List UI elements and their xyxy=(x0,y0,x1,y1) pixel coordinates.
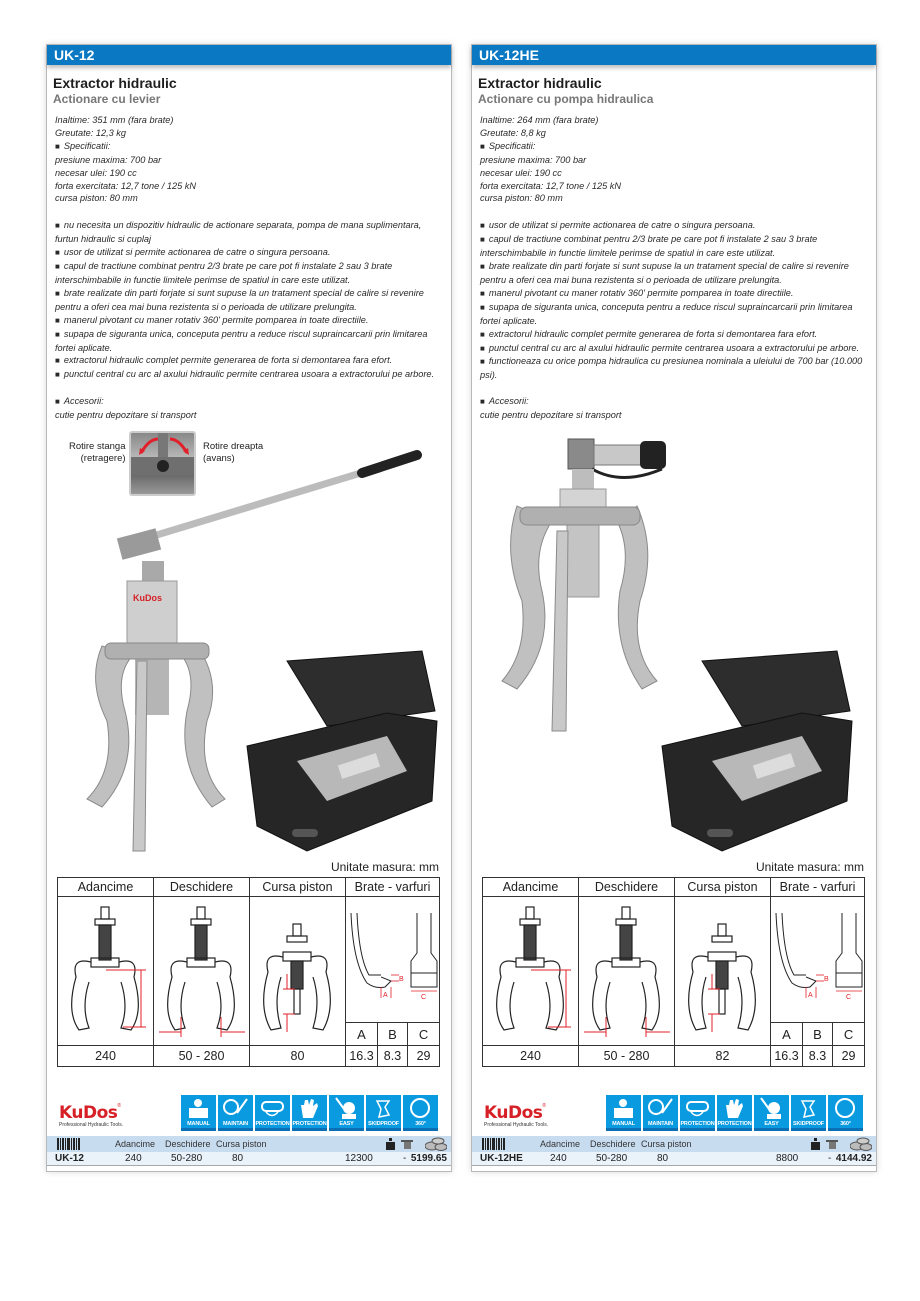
row-weight: 12300 xyxy=(345,1153,373,1164)
info-header-depth: Adancime xyxy=(115,1139,156,1149)
spec-header: ■ Specificatii: xyxy=(55,140,451,154)
row-depth: 240 xyxy=(125,1153,142,1164)
spec-height: Inaltime: 264 mm (fara brate) xyxy=(480,115,599,125)
row-weight: 8800 xyxy=(776,1153,799,1164)
info-header-opening: Deschidere xyxy=(165,1139,211,1149)
row-code: UK-12HE xyxy=(480,1153,523,1164)
stroke-diagram xyxy=(675,897,771,1045)
manual-icon: MANUAL xyxy=(181,1095,216,1131)
row-stroke: 80 xyxy=(232,1153,244,1164)
product-subtitle: Actionare cu levier xyxy=(53,92,161,106)
spec-height: Inaltime: 351 mm (fara brate) xyxy=(55,115,174,125)
product-panel-uk-12he xyxy=(471,44,877,1172)
row-code: UK-12 xyxy=(55,1153,84,1164)
product-subtitle: Actionare cu pompa hidraulica xyxy=(478,92,654,106)
opening-diagram xyxy=(154,897,250,1045)
col-header-depth: Adancime xyxy=(58,878,154,897)
svg-text:C: C xyxy=(845,994,851,1002)
price-coins-icon xyxy=(425,1137,447,1153)
product-footer xyxy=(472,1090,876,1166)
col-header-opening: Deschidere xyxy=(579,878,675,897)
spec-force: forta exercitata: 12,7 tone / 125 kN xyxy=(55,180,196,191)
product-photo-area xyxy=(472,421,876,861)
pump-puller-photo xyxy=(472,421,876,861)
svg-text:B: B xyxy=(823,976,829,984)
info-data-row xyxy=(472,1152,876,1166)
price-coins-icon xyxy=(850,1137,872,1153)
accessories-text: cutie pentru depozitare si transport xyxy=(480,410,622,421)
info-data-row xyxy=(47,1152,451,1166)
arm-tips-diagram xyxy=(346,897,440,1023)
feature-item: ■ brate realizate din parti forjate si sunt supuse la un tratament special de calire si revenire pentru a oferi cea mai buna rezistenta si o perioada de utilizare prelungita. xyxy=(55,287,445,314)
kudos-logo: KuDos® Professional Hydraulic Tools. xyxy=(59,1103,124,1128)
spec-stroke: cursa piston: 80 mm xyxy=(55,193,138,204)
arm-tips-diagram xyxy=(771,897,865,1023)
feature-item: ■ usor de utilizat si permite actionarea de catre o singura persoana. xyxy=(55,246,445,260)
easy-icon: EASY xyxy=(754,1095,789,1131)
spec-header: ■ Specificatii: xyxy=(480,140,876,154)
product-title: Extractor hidraulic xyxy=(478,75,602,91)
stroke-diagram xyxy=(250,897,346,1045)
info-header-stroke: Cursa piston xyxy=(641,1139,692,1149)
col-header-stroke: Cursa piston xyxy=(675,878,771,897)
feature-item: ■ supapa de siguranta unica, conceputa pentru a reduce riscul supraincarcarii prin limitarea fortei aplicate. xyxy=(480,301,870,328)
manual-icon: MANUAL xyxy=(606,1095,641,1131)
svg-text:KuDos: KuDos xyxy=(133,593,162,603)
accessories-header: ■ Accesorii: xyxy=(480,395,870,409)
easy-icon: EASY xyxy=(329,1095,364,1131)
specs-block xyxy=(480,114,876,205)
depth-diagram xyxy=(58,897,154,1045)
unit-label: Unitate masura: mm xyxy=(755,860,864,874)
eye-protection-icon: PROTECTION xyxy=(680,1095,715,1131)
row-pack: - xyxy=(403,1153,407,1164)
feature-item: ■ nu necesita un dispozitiv hidraulic de actionare separata, pompa de mana suplimentara, furtun hidraulic si cuplaj xyxy=(55,219,445,246)
feature-icons xyxy=(181,1095,438,1131)
col-a-label: A xyxy=(771,1023,803,1045)
feature-item: ■ manerul pivotant cu maner rotativ 360' permite pomparea in toate directiile. xyxy=(55,314,445,328)
svg-text:B: B xyxy=(398,976,404,984)
barcode-icon xyxy=(482,1138,506,1152)
c-value: 29 xyxy=(408,1045,440,1066)
col-c-label: C xyxy=(833,1023,865,1045)
skidproof-icon: SKIDPROOF xyxy=(366,1095,401,1131)
specs-block xyxy=(55,114,451,205)
dimensions-table xyxy=(57,877,440,1067)
col-header-arms-tips: Brate - varfuri xyxy=(346,878,440,897)
spec-weight: Greutate: 8,8 kg xyxy=(480,127,546,138)
col-b-label: B xyxy=(803,1023,833,1045)
package-icon xyxy=(826,1139,838,1151)
feature-item: ■ punctul central cu arc al axului hidraulic permite centrarea usoara a extractorului pe arbore. xyxy=(480,342,870,356)
weight-icon xyxy=(811,1138,820,1152)
spec-force: forta exercitata: 12,7 tone / 125 kN xyxy=(480,180,621,191)
product-photo-area xyxy=(47,421,451,861)
product-footer xyxy=(47,1090,451,1166)
glove-protection-icon: PROTECTION xyxy=(292,1095,327,1131)
kudos-logo: KuDos® Professional Hydraulic Tools. xyxy=(484,1103,549,1128)
rotate-360-icon: 360° xyxy=(403,1095,438,1131)
spec-stroke: cursa piston: 80 mm xyxy=(480,193,563,204)
depth-diagram xyxy=(483,897,579,1045)
accessories-header: ■ Accesorii: xyxy=(55,395,445,409)
feature-item: ■ brate realizate din parti forjate si sunt supuse la un tratament special de calire si revenire pentru a oferi cea mai buna rezistenta si o perioada de utilizare prelungita. xyxy=(480,260,870,287)
lever-puller-photo xyxy=(47,421,451,861)
row-pack: - xyxy=(828,1153,832,1164)
svg-text:C: C xyxy=(420,994,426,1002)
accessories-text: cutie pentru depozitare si transport xyxy=(55,410,197,421)
row-opening: 50-280 xyxy=(171,1153,203,1164)
col-b-label: B xyxy=(378,1023,408,1045)
eye-protection-icon: PROTECTION xyxy=(255,1095,290,1131)
rotate-360-icon: 360° xyxy=(828,1095,863,1131)
depth-value: 240 xyxy=(58,1045,154,1066)
rotation-right-label: Rotire dreapta (avans) xyxy=(203,441,264,464)
stroke-value: 80 xyxy=(250,1045,346,1066)
col-header-opening: Deschidere xyxy=(154,878,250,897)
c-value: 29 xyxy=(833,1045,865,1066)
barcode-icon xyxy=(57,1138,81,1152)
a-value: 16.3 xyxy=(346,1045,378,1066)
row-depth: 240 xyxy=(550,1153,567,1164)
feature-item: ■ extractorul hidraulic complet permite generarea de forta si demontarea fara efort. xyxy=(480,328,870,342)
product-panel-uk-12 xyxy=(46,44,452,1172)
skidproof-icon: SKIDPROOF xyxy=(791,1095,826,1131)
row-price: 5199.65 xyxy=(410,1153,447,1164)
product-code-header: UK-12HE xyxy=(472,45,876,65)
b-value: 8.3 xyxy=(378,1045,408,1066)
feature-item: ■ supapa de siguranta unica, conceputa pentru a reduce riscul supraincarcarii prin limitarea fortei aplicate. xyxy=(55,328,445,355)
row-stroke: 80 xyxy=(657,1153,669,1164)
depth-value: 240 xyxy=(483,1045,579,1066)
col-c-label: C xyxy=(408,1023,440,1045)
product-title: Extractor hidraulic xyxy=(53,75,177,91)
col-header-depth: Adancime xyxy=(483,878,579,897)
maintain-icon: MAINTAIN xyxy=(218,1095,253,1131)
feature-item: ■ functioneaza cu orice pompa hidraulica cu presiunea nominala a uleiului de 700 bar (10.000 psi). xyxy=(480,355,870,382)
row-price: 4144.92 xyxy=(835,1153,872,1164)
rotation-left-label: Rotire stanga (retragere) xyxy=(69,441,126,464)
feature-item: ■ capul de tractiune combinat pentru 2/3 brate pe care pot fi instalate 2 sau 3 brate interschimbabile in functie limitele perimse de spatiul in care este utilizat. xyxy=(480,233,870,260)
info-header-depth: Adancime xyxy=(540,1139,581,1149)
maintain-icon: MAINTAIN xyxy=(643,1095,678,1131)
col-a-label: A xyxy=(346,1023,378,1045)
package-icon xyxy=(401,1139,413,1151)
spec-weight: Greutate: 12,3 kg xyxy=(55,127,126,138)
svg-text:A: A xyxy=(807,992,813,1000)
features-list xyxy=(480,219,870,422)
feature-item: ■ extractorul hidraulic complet permite generarea de forta si demontarea fara efort. xyxy=(55,354,445,368)
info-header-opening: Deschidere xyxy=(590,1139,636,1149)
b-value: 8.3 xyxy=(803,1045,833,1066)
svg-text:A: A xyxy=(382,992,388,1000)
glove-protection-icon: PROTECTION xyxy=(717,1095,752,1131)
opening-value: 50 - 280 xyxy=(579,1045,675,1066)
feature-icons xyxy=(606,1095,863,1131)
stroke-value: 82 xyxy=(675,1045,771,1066)
spec-oil: necesar ulei: 190 cc xyxy=(55,167,137,178)
opening-diagram xyxy=(579,897,675,1045)
col-header-stroke: Cursa piston xyxy=(250,878,346,897)
product-code-header: UK-12 xyxy=(47,45,451,65)
weight-icon xyxy=(386,1138,395,1152)
feature-item: ■ punctul central cu arc al axului hidraulic permite centrarea usoara a extractorului pe arbore. xyxy=(55,368,445,382)
feature-item: ■ manerul pivotant cu maner rotativ 360' permite pomparea in toate directiile. xyxy=(480,287,870,301)
spec-pressure: presiune maxima: 700 bar xyxy=(55,154,162,165)
feature-item: ■ capul de tractiune combinat pentru 2/3 brate pe care pot fi instalate 2 sau 3 brate interschimbabile in functie limitele perimse de spatiul in care este utilizat. xyxy=(55,260,445,287)
info-header-row xyxy=(47,1136,451,1152)
spec-oil: necesar ulei: 190 cc xyxy=(480,167,562,178)
info-header-row xyxy=(472,1136,876,1152)
info-header-stroke: Cursa piston xyxy=(216,1139,267,1149)
dimensions-table xyxy=(482,877,865,1067)
feature-item: ■ usor de utilizat si permite actionarea de catre o singura persoana. xyxy=(480,219,870,233)
opening-value: 50 - 280 xyxy=(154,1045,250,1066)
spec-pressure: presiune maxima: 700 bar xyxy=(480,154,587,165)
unit-label: Unitate masura: mm xyxy=(330,860,439,874)
col-header-arms-tips: Brate - varfuri xyxy=(771,878,865,897)
a-value: 16.3 xyxy=(771,1045,803,1066)
row-opening: 50-280 xyxy=(596,1153,628,1164)
features-list xyxy=(55,219,445,422)
